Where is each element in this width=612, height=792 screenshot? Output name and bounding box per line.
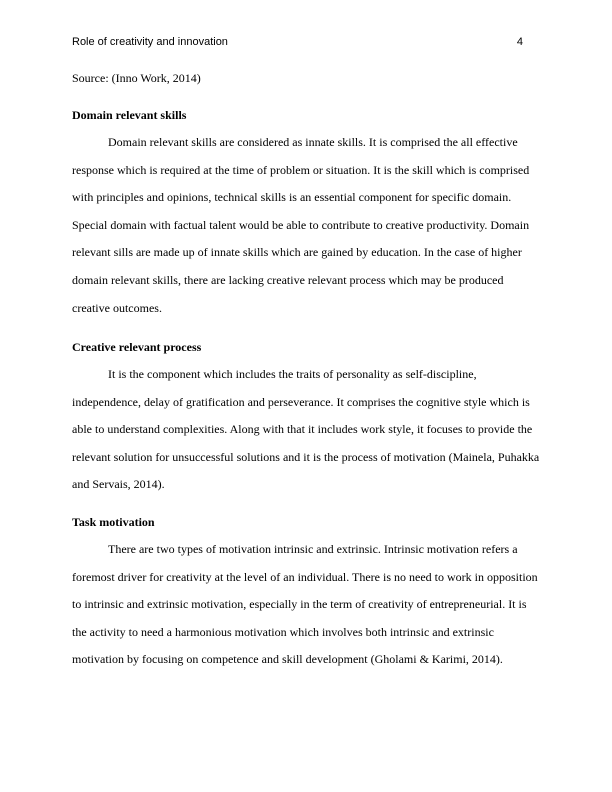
paragraph-line: response which is required at the time of problem or situation. It is the skill which is comprised (72, 162, 530, 177)
paragraph-line: It is the component which includes the traits of personality as self-discipline, (108, 367, 477, 381)
section-heading-domain-relevant-skills: Domain relevant skills (72, 108, 187, 122)
paragraph-line: There are two types of motivation intrinsic and extrinsic. Intrinsic motivation refers a (108, 542, 518, 556)
header-title: Role of creativity and innovation (72, 36, 228, 48)
paragraph-line: independence, delay of gratification and perseverance. It comprises the cognitive style which is (72, 394, 530, 409)
paragraph-line: motivation by focusing on competence and skill development (Gholami & Karimi, 2014). (72, 652, 503, 667)
paragraph-line: Domain relevant skills are considered as innate skills. It is comprised the all effective (108, 135, 518, 149)
paragraph-line: relevant solution for unsuccessful solutions and it is the process of motivation (Mainela, Puhakka (72, 449, 540, 464)
section-heading-creative-relevant-process: Creative relevant process (72, 340, 202, 354)
paragraph-line: and Servais, 2014). (72, 477, 165, 492)
paragraph-domain-relevant-skills (72, 129, 542, 322)
paragraph-line: the activity to need a harmonious motivation which involves both intrinsic and extrinsic (72, 624, 494, 639)
running-header (72, 35, 540, 49)
page-number: 4 (516, 36, 523, 48)
paragraph-line: with principles and opinions, technical skills is an essential component for specific domain. (72, 190, 512, 205)
paragraph-line: to intrinsic and extrinsic motivation, especially in the term of creativity of entrepreneurial. It is (72, 597, 527, 612)
paragraph-line: relevant sills are made up of innate skills which are gained by education. In the case of higher (72, 245, 522, 260)
paragraph-line: able to understand complexities. Along with that it includes work style, it focuses to provide the (72, 422, 533, 437)
paragraph-line: creative outcomes. (72, 300, 162, 315)
paragraph-line: foremost driver for creativity at the level of an individual. There is no need to work in opposition (72, 569, 538, 584)
source-citation: Source: (Inno Work, 2014) (72, 71, 201, 85)
paragraph-line: domain relevant skills, there are lacking creative relevant process which may be produced (72, 272, 504, 287)
paragraph-creative-relevant-process (72, 361, 542, 499)
section-heading-task-motivation: Task motivation (72, 515, 155, 529)
paragraph-line: Special domain with factual talent would be able to contribute to creative productivity. Domain (72, 217, 530, 232)
paragraph-task-motivation (72, 536, 542, 674)
